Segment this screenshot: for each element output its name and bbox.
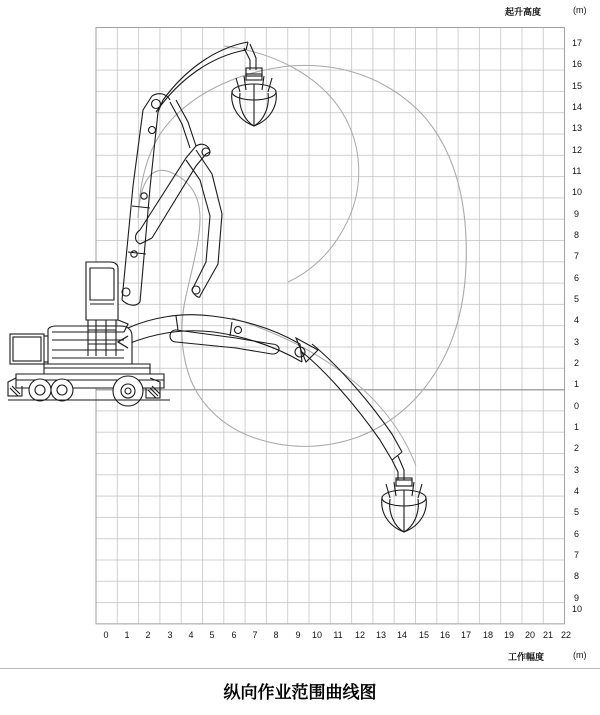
x-axis-title: 工作幅度 — [508, 652, 545, 662]
x-tick: 3 — [167, 630, 173, 640]
y-tick: 6 — [574, 529, 580, 539]
x-tick: 16 — [439, 630, 450, 640]
y-tick: 4 — [574, 315, 580, 325]
y-tick: 4 — [574, 486, 580, 496]
x-tick: 14 — [396, 630, 407, 640]
x-tick: 18 — [482, 630, 493, 640]
y-tick: 2 — [574, 443, 580, 453]
x-tick: 0 — [103, 630, 109, 640]
x-tick: 15 — [418, 630, 429, 640]
y-tick: 6 — [574, 273, 580, 283]
y-tick: 1 — [574, 422, 580, 432]
y-tick: 13 — [572, 123, 583, 133]
x-tick: 4 — [188, 630, 194, 640]
y-tick: 14 — [572, 102, 583, 112]
y-tick: 2 — [574, 358, 580, 368]
x-tick: 13 — [375, 630, 386, 640]
y-axis-unit: (m) — [573, 5, 587, 15]
y-tick: 1 — [574, 379, 580, 389]
y-tick: 5 — [574, 507, 580, 517]
y-tick: 9 — [574, 593, 580, 603]
x-tick: 1 — [124, 630, 130, 640]
y-tick: 12 — [572, 145, 583, 155]
y-tick: 7 — [574, 251, 580, 261]
y-tick: 9 — [574, 209, 580, 219]
x-tick: 8 — [273, 630, 279, 640]
y-tick: 7 — [574, 550, 580, 560]
x-tick: 19 — [503, 630, 514, 640]
x-tick: 2 — [145, 630, 151, 640]
x-tick: 22 — [560, 630, 571, 640]
x-tick: 10 — [311, 630, 322, 640]
y-tick: 0 — [574, 401, 580, 411]
x-tick: 21 — [542, 630, 553, 640]
x-tick: 7 — [252, 630, 258, 640]
x-tick: 6 — [231, 630, 237, 640]
y-tick: 17 — [572, 38, 583, 48]
y-tick: 8 — [574, 230, 580, 240]
x-tick: 20 — [524, 630, 535, 640]
x-tick: 17 — [460, 630, 471, 640]
x-tick: 12 — [354, 630, 365, 640]
y-tick: 10 — [572, 187, 583, 197]
y-tick: 16 — [572, 59, 583, 69]
figure-caption: 纵向作业范围曲线图 — [223, 683, 377, 703]
x-tick: 5 — [209, 630, 215, 640]
y-axis-title: 起升高度 — [505, 7, 542, 17]
x-tick: 11 — [333, 630, 343, 640]
divider — [0, 668, 600, 669]
x-tick: 9 — [295, 630, 301, 640]
y-tick: 10 — [572, 604, 583, 614]
y-tick: 8 — [574, 571, 580, 581]
y-tick: 15 — [572, 81, 583, 91]
y-tick: 11 — [572, 166, 582, 176]
y-tick: 5 — [574, 294, 580, 304]
x-axis-unit: (m) — [573, 650, 587, 660]
y-tick: 3 — [574, 465, 580, 475]
y-tick: 3 — [574, 337, 580, 347]
grid — [96, 28, 565, 624]
